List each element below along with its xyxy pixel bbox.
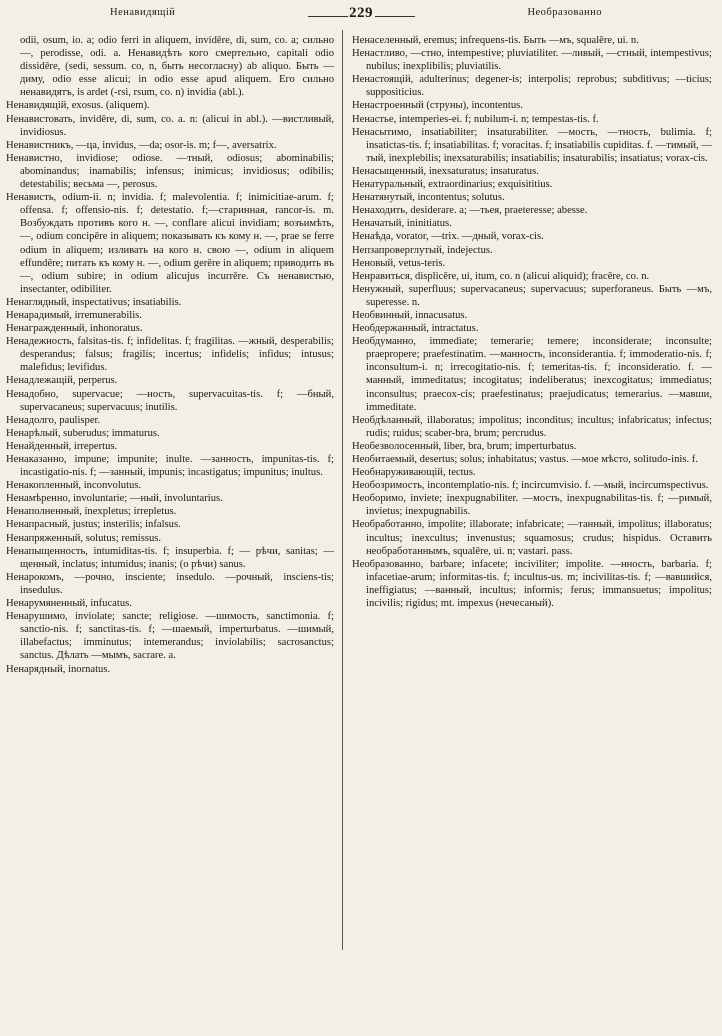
dictionary-entry: Ненадлежащій, perperus. — [6, 375, 118, 387]
dictionary-entry: Ненаѣда, vorator, —trix. —дный, vorax-cis. — [352, 231, 544, 243]
dictionary-entry: Ненапрасный, justus; insterilis; infalsus. — [6, 519, 181, 531]
dictionary-entry: Ненатуральный, extraordinarius; exquisititius. — [352, 179, 553, 191]
dictionary-entry: Ненавистно, invidiose; odiose. —тный, odiosus; abominabilis; abominandus; inamabilis; infensus; inimicus; invidiosus; odibilis; detestabilis; весьма —, perosus. — [6, 152, 334, 191]
right-column — [352, 34, 712, 610]
left-column — [6, 34, 334, 676]
dictionary-entry: Ненаглядный, inspectativus; insatiabilis. — [6, 296, 182, 308]
dictionary-entry: Необнаруживающій, tectus. — [352, 467, 476, 479]
dictionary-entry: Ненакопленный, inconvolutus. — [6, 480, 142, 492]
dictionary-entry: Необдуманно, immediate; temerarie; temere; inconsiderate; inconsulte; praepropere; praefestinatim. —манность, inconsiderantia. f; immoderatio-nis. f; inconsultum-i. n; irrecogitatio-nis. f; temeritas-tis. f; inconsideratio. f. —манный, immeditatus; incogitatus; indeliberatus; inexcogitatus; immediatus; inconsultus; praecox-cis; praefestinatus; praejudicatus; temerarius. —мавши, immeditate. — [352, 336, 712, 413]
page-number: 229 — [349, 5, 373, 21]
dictionary-entry: Ненавидящій, exosus. (aliquem). — [6, 100, 150, 112]
running-head-left: Ненавидящій — [110, 7, 176, 18]
dictionary-entry: Ненайденный, irrepertus. — [6, 440, 118, 452]
dictionary-entry: Ненарядный, inornatus. — [6, 663, 111, 675]
dictionary-entry: Ненастливо, —стно, intempestive; pluviatiliter. —ливый, —стный, intempestivus; nubilus; inexplibilis; pluviatilis. — [352, 48, 712, 73]
dictionary-entry: Необдержанный, intractatus. — [352, 323, 479, 335]
dictionary-entry: Ненадобно, supervacue; —ность, supervacuitas-tis. f; —бный, supervacaneus; supervacuus; inutilis. — [6, 388, 334, 413]
dictionary-entry: Необдѣланный, illaboratus; impolitus; inconditus; incultus; infabricatus; infectus; rudis; ruidus; scaber-bra, brum; percrudus. — [352, 414, 712, 439]
dictionary-entry: Ненапряженный, solutus; remissus. — [6, 532, 162, 544]
dictionary-entry: Необработанно, impolite; illaborate; infabricate; —танный, impolitus; illaboratus; incultus; inexcultus; invenustus; squamosus; crudus; hispidus. Оставить необработаннымъ, squalēre, ui. n; vastari. pass. — [352, 519, 712, 557]
running-head-right: Необразованно — [527, 7, 602, 18]
dictionary-entry: Необозримость, incontemplatio-nis. f; incircumvisio. f. —мый, incircumspectivus. — [352, 480, 709, 492]
dictionary-entry: Ненарѣлый, suberudus; immaturus. — [6, 427, 160, 439]
dictionary-entry: Ненравиться, displicēre, ui, itum, co. n (alicui aliquid); fracēre, co. n. — [352, 270, 650, 282]
dictionary-entry: Ненаказанно, impune; impunite; inulte. —занность, impunitas-tis. f; incastigatio-nis. f; —занный, impunis; incastigatus; impunitus; inultus. — [6, 454, 334, 479]
dictionary-entry: Неначатый, ininitiatus. — [352, 218, 452, 230]
dictionary-entry: Непзапроверглутый, indejectus. — [352, 244, 493, 256]
dictionary-entry: Ненапыщенность, intumiditas-tis. f; insuperbia. f; — рѣчи, sanitas; —щенный, inclatus; intumidus; inanis; (о рѣчи) sanus. — [6, 545, 334, 570]
dictionary-entry: Ненадолго, paulisper. — [6, 414, 101, 426]
dictionary-entry: Ненарумяненный, infucatus. — [6, 598, 132, 610]
dictionary-entry: Неновый, vetus-teris. — [352, 257, 446, 269]
dictionary-entry: Ненасытимо, insatiabiliter; insaturabiliter. —мость, —тность, bulimia. f; insatictas-tis. f; insatiabilitas. f; voracitas. f; insatiabilis cupiditas. f. —тимый, —тый, inexplebilis; inexsaturabilis; insatiabilis; insaturabilis; insatiatus; vorax-cis. — [352, 126, 712, 164]
dictionary-entry: Необвинный, innacusatus. — [352, 309, 468, 321]
dictionary-entry: Ненатянутый, incontentus; solutus. — [352, 192, 505, 204]
dictionary-entry: Ненаселенный, eremus; infrequens-tis. Быть —мъ, squalēre, ui. n. — [352, 35, 639, 46]
dictionary-entry: Необитаемый, desertus; solus; inhabitatus; vastus. —мое мѣсто, solitudo-inis. f. — [352, 454, 698, 465]
dictionary-entry: Ненужный, superfluus; supervacaneus; supervacuus; superforaneus. Быть —мъ, superesse. n. — [352, 283, 712, 308]
dictionary-entry: Ненависть, odium-ii. n; invidia. f; malevolentia. f; inimicitiae-arum. f; offensa. f; offensio-nis. f; detestatio. f;—старинная, rancor-is. m. Возбуждать противъ кого н. —, conflare alicui invidiam; возъимѣть, —, odium concipēre in aliquem; показывать къ кому н. —, prae se ferre odium in aliquem; изливать на кого н. свою —, odium in aliquem effundēre; питать къ кому н. —, odium gerēre in aliquem; приводить въ —, odium subire; in odium alicujus incurrēre. Съ ненавистью, insectanter, odibiliter. — [6, 192, 334, 295]
dictionary-entry: Ненасыщенный, inexsaturatus; insaturatus. — [352, 165, 539, 177]
dictionary-entry: Ненамѣренно, involuntarie; —ный, involuntarius. — [6, 493, 223, 505]
dictionary-entry: odii, osum, io. a; odio ferri in aliquem, invidēre, di, sum, co. a; сильно —, perodisse, odi. a. Ненавидѣть кого смертельно, capitali odio dissidēre, (sedi, sessum. co, n, быть несогласну) ab aliquo. Быть —диму, odio esse alicui; in odio esse apud aliquem. Его сильно ненавидятъ, is ardet (-rsi, rsum, co. n) invidia (abl.). — [20, 35, 334, 99]
dictionary-entry: Ненарокомъ, —рочно, insciente; insedulo. —рочный, insciens-tis; insedulus. — [6, 571, 334, 596]
dictionary-entry: Ненавистникъ, —ца, invidus, —da; osor-is. m; f—, aversatrix. — [6, 139, 277, 151]
dictionary-entry: Необезволосенный, liber, bra, brum; imperturbatus. — [352, 440, 577, 452]
dictionary-entry: Ненарадимый, irremunerabilis. — [6, 309, 142, 321]
dictionary-entry: Ненастье, intemperies-ei. f; nubilum-i. n; tempestas-tis. f. — [352, 113, 599, 125]
dictionary-entry: Ненаполненный, inexpletus; irrepletus. — [6, 506, 177, 518]
column-divider — [342, 30, 343, 950]
dictionary-entry: Ненавистовать, invidēre, di, sum, co. a. n: (alicui in abl.). —вистливый, invidiosus. — [6, 113, 334, 138]
dictionary-entry: Ненастроенный (струны), incontentus. — [352, 100, 523, 112]
dictionary-entry: Ненадежность, falsitas-tis. f; infidelitas. f; fragilitas. —жный, desperabilis; desperandus; falsus; fragilis; incertus; infidelis; infidus; intusus; malefidus; levifidus. — [6, 336, 334, 374]
page-header — [30, 5, 692, 27]
dictionary-entry: Ненастоящій, adulterinus; degener-is; interpolis; reprobus; subditivus; —ticius; suppositicius. — [352, 74, 712, 99]
header-rule-right — [375, 16, 415, 17]
dictionary-entry: Ненарушимо, inviolate; sancte; religiose. —шимость, sanctimonia. f; sanctio-nis. f; sanctitas-tis. f; —шаемый, imperturbatus. —шимый, illabefactus; imminutus; intemerandus; inviolabilis; sacrosanctus; sanctus. Дѣлать —мымъ, sacrare. a. — [6, 611, 334, 662]
dictionary-entry: Ненаходить, desiderare. a; —тьея, praeteresse; abesse. — [352, 205, 588, 217]
dictionary-entry: Необразованно, barbare; infacete; inciviliter; impolite. —нность, barbaria. f; infacetiae-arum; informitas-tis. f; incultus-us. m; incivilitas-tis. f; —вавшийся, ineffigiatus; —ванный, incultus; informis; ferus; immansuetus; impolitus; incivilis; rigidus; mt. impexus (нечесаный). — [352, 558, 712, 610]
dictionary-entry: Ненагражденный, inhonoratus. — [6, 323, 143, 335]
dictionary-entry: Необоримо, inviete; inexpugnabiliter. —мость, inexpugnabilitas-tis. f; —римый, invietus; inexpugnabilis. — [352, 493, 712, 518]
